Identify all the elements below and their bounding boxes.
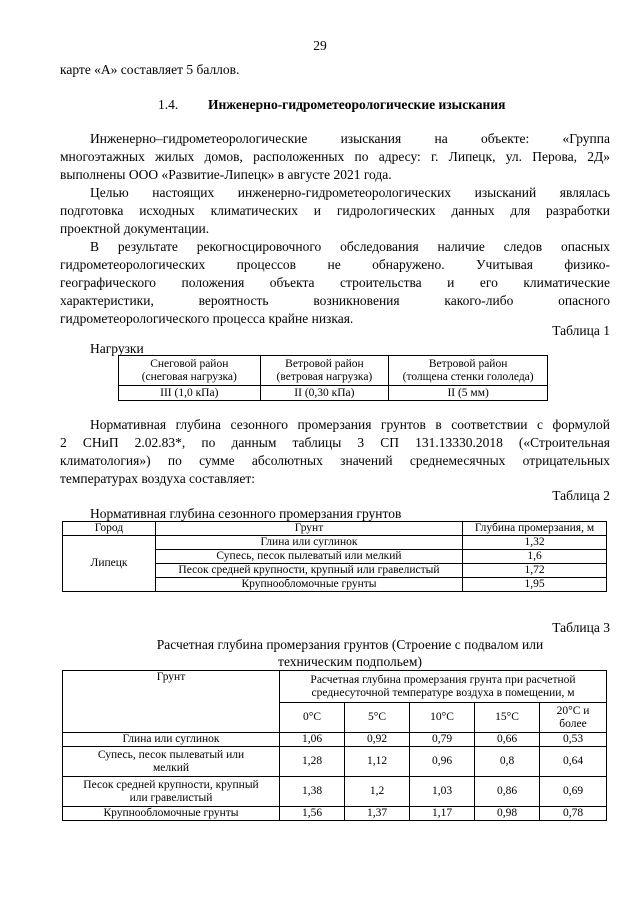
section-number: 1.4. (158, 97, 179, 112)
table1-cell: II (5 мм) (389, 386, 548, 401)
table1-header-snow: Снеговой район (снеговая нагрузка) (119, 356, 261, 386)
p2-line-3: проектной документации. (60, 221, 210, 236)
table2-caption: Нормативная глубина сезонного промерзания грунтов (90, 506, 402, 521)
p1-line-1: Инженерно–гидрометеорологические изыскания на объекте: «Группа (90, 131, 610, 146)
table1-label: Таблица 1 (552, 323, 610, 338)
table2-label: Таблица 2 (552, 488, 610, 503)
table3-value: 0,64 (540, 747, 607, 777)
p4-line-1: Нормативная глубина сезонного промерзания грунтов в соответствии с формулой (90, 417, 610, 432)
table3-value: 1,56 (280, 807, 345, 821)
table3-value: 0,79 (410, 733, 475, 747)
table3-value: 0,8 (475, 747, 540, 777)
table2-city: Липецк (63, 536, 156, 592)
table3-soil: Глина или суглинок (63, 733, 280, 747)
table3-value: 1,28 (280, 747, 345, 777)
table3-value: 0,86 (475, 777, 540, 807)
table1-cell: III (1,0 кПа) (119, 386, 261, 401)
p3-line-3: географического положения объекта строительства и его климатические (60, 275, 610, 290)
p4-line-2: 2 СНиП 2.02.83*, по данным таблицы 3 СП 131.13330.2018 («Строительная (60, 435, 610, 450)
table3-value: 1,06 (280, 733, 345, 747)
page-number: 29 (313, 38, 327, 53)
table3-soil: Крупнообломочные грунты (63, 807, 280, 821)
table2-header-depth: Глубина промерзания, м (463, 522, 607, 536)
table1-cell: II (0,30 кПа) (260, 386, 389, 401)
table3-value: 1,2 (345, 777, 410, 807)
table3-label: Таблица 3 (552, 620, 610, 635)
p1-line-2: многоэтажных жилых домов, расположенных по адресу: г. Липецк, ул. Перова, 2Д» (60, 149, 610, 164)
table3-temp-20: 20°С и более (540, 703, 607, 733)
p2-line-2: подготовка исходных климатических и гидрологических данных для разработки (60, 203, 610, 218)
table1-header-wind: Ветровой район (ветровая нагрузка) (260, 356, 389, 386)
table3-header-soil: Грунт (63, 671, 280, 733)
table2-depth: 1,32 (463, 536, 607, 550)
p3-line-4: характеристики, вероятность возникновения какого-либо опасного (60, 293, 610, 308)
table1-header-ice: Ветровой район (толщена стенки гололеда) (389, 356, 548, 386)
p3-line-5: гидрометеорологического процесса крайне низкая. (60, 311, 354, 326)
table2-header-city: Город (63, 522, 156, 536)
table3-value: 0,66 (475, 733, 540, 747)
table3-temp-0: 0°С (280, 703, 345, 733)
table3-value: 1,03 (410, 777, 475, 807)
table-loads (118, 355, 548, 401)
table3-value: 0,53 (540, 733, 607, 747)
table3-value: 1,37 (345, 807, 410, 821)
p2-line-1: Целью настоящих инженерно-гидрометеорологических изысканий являлась (90, 185, 610, 200)
p3-line-1: В результате рекогносцировочного обследования наличие следов опасных (90, 239, 610, 254)
table3-caption-line-2: техническим подпольем) (278, 654, 422, 669)
table2-soil: Глина или суглинок (156, 536, 463, 550)
table3-value: 1,17 (410, 807, 475, 821)
table2-soil: Супесь, песок пылеватый или мелкий (156, 550, 463, 564)
table3-value: 0,96 (410, 747, 475, 777)
table3-temp-10: 10°С (410, 703, 475, 733)
table2-header-soil: Грунт (156, 522, 463, 536)
table2-depth: 1,6 (463, 550, 607, 564)
table3-value: 1,38 (280, 777, 345, 807)
table2-soil: Песок средней крупности, крупный или гравелистый (156, 564, 463, 578)
p4-line-3: климатология») по сумме абсолютных значений среднемесячных отрицательных (60, 453, 610, 468)
table3-value: 0,98 (475, 807, 540, 821)
table3-value: 1,12 (345, 747, 410, 777)
table3-value: 0,78 (540, 807, 607, 821)
continuation-line: карте «А» составляет 5 баллов. (60, 62, 240, 77)
table3-caption-line-1: Расчетная глубина промерзания грунтов (Строение с подвалом или (156, 637, 544, 652)
p1-line-3: выполнены ООО «Развитие-Липецк» в августе 2021 года. (60, 167, 392, 182)
table-frost-depth (62, 521, 607, 592)
table-design-frost-depth (62, 670, 607, 821)
table3-header-group: Расчетная глубина промерзания грунта при расчетной среднесуточной температуре воздуха в помещении, м (280, 671, 607, 703)
table2-soil: Крупнообломочные грунты (156, 578, 463, 592)
table3-soil: Супесь, песок пылеватый или мелкий (63, 747, 280, 777)
table2-depth: 1,72 (463, 564, 607, 578)
table3-temp-15: 15°С (475, 703, 540, 733)
p4-line-4: температурах воздуха составляет: (60, 471, 255, 486)
table3-value: 0,69 (540, 777, 607, 807)
section-title: Инженерно-гидрометеорологические изыскания (208, 97, 506, 112)
section-heading (158, 97, 505, 113)
table3-value: 0,92 (345, 733, 410, 747)
p3-line-2: гидрометеорологических процессов не обнаружено. Учитывая физико- (60, 257, 610, 272)
table2-depth: 1,95 (463, 578, 607, 592)
table3-temp-5: 5°С (345, 703, 410, 733)
table1-caption: Нагрузки (90, 341, 144, 356)
table3-soil: Песок средней крупности, крупный или гравелистый (63, 777, 280, 807)
